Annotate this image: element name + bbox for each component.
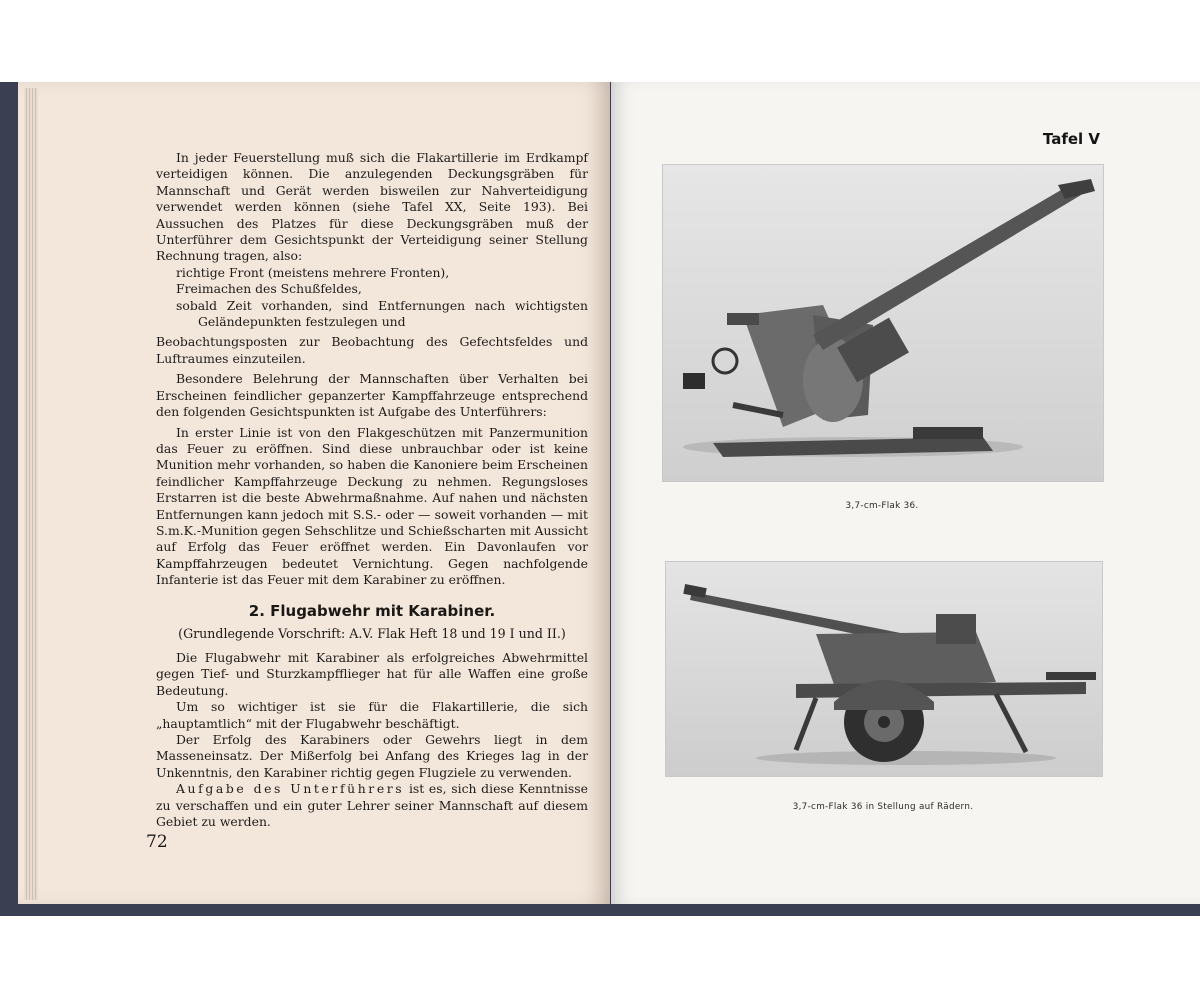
- right-page: [611, 82, 1200, 904]
- open-book: [0, 82, 1200, 916]
- photo-flak-36: [662, 164, 1104, 482]
- section-heading: 2. Flugabwehr mit Karabiner.: [248, 602, 496, 620]
- caption-bottom: 3,7-cm-Flak 36 in Stellung auf Rädern.: [792, 802, 974, 812]
- paragraph-tanks: In erster Linie ist von den Flakgeschützen mit Panzermunition das Feuer zu eröffnen. Sind diese unbrauchbar oder ist keine Munition mehr vorhanden, so haben die Kanoniere beim Erscheinen feindlicher Kampffahrzeuge Deckung zu nehmen. Regungsloses Erstarren ist die beste Abwehrmaßnahme. Auf nahen und nächsten Entfernungen kann jedoch mit S.S.- oder — soweit vorhanden — mit S.m.K.-Munition gegen Sehschlitze und Schießscharten mit Aussicht auf Erfolg das Feuer eröffnet werden. Ein Davonlaufen vor Kampffahrzeugen bedeutet Vernichtung. Gegen nachfolgende Infanterie ist das Feuer mit dem Karabiner zu eröffnen.: [156, 424, 588, 588]
- paragraph-karabiner: Die Flugabwehr mit Karabiner als erfolgreiches Abwehrmittel gegen Tief- und Sturzkampfflieger hat für alle Waffen eine große Bedeutung.: [156, 650, 588, 698]
- paragraph-importance: Um so wichtiger ist sie für die Flakartillerie, die sich „hauptamtlich“ mit der Flugabwehr beschäftigt.: [156, 699, 588, 731]
- paragraph-success: Der Erfolg des Karabiners oder Gewehrs liegt in dem Masseneinsatz. Der Mißerfolg bei Anfang des Krieges lag in der Unkenntnis, den Karabiner richtig gegen Flugziele zu verwenden.: [156, 732, 588, 780]
- flak-gun-illustration: [663, 165, 1103, 481]
- section-text-block: [156, 650, 588, 830]
- photo-flak-36-wheels: [665, 561, 1103, 777]
- spaced-phrase: Aufgabe des Unterführers: [176, 781, 405, 797]
- caption-top: 3,7-cm-Flak 36.: [845, 501, 919, 511]
- flak-gun-on-wheels-illustration: [666, 562, 1102, 776]
- left-text-block: [156, 150, 588, 589]
- list-item-field-of-fire: Freimachen des Schußfeldes,: [176, 281, 362, 297]
- section-subheading: (Grundlegende Vorschrift: A.V. Flak Heft 18 und 19 I und II.): [178, 626, 566, 641]
- paragraph-defense: In jeder Feuerstellung muß sich die Flakartillerie im Erdkampf verteidigen können. Die anzulegenden Deckungsgräben für Mannschaft und Gerät werden bisweilen zur Nahverteidigung verwendet werden können (siehe Tafel XX, Seite 193). Bei Aussuchen des Platzes für diese Deckungsgräben muß der Unterführer dem Gesichtspunkt der Verteidigung seiner Stellung Rechnung tragen, also:: [156, 150, 588, 264]
- paragraph-instruction: Besondere Belehrung der Mannschaften über Verhalten bei Erscheinen feindlicher gepanzerter Kampffahrzeuge entsprechend den folgenden Gesichtspunkten ist Aufgabe des Unterführers:: [156, 371, 588, 420]
- paragraph-observers: Beobachtungsposten zur Beobachtung des Gefechtsfeldes und Luftraumes einzuteilen.: [156, 334, 588, 366]
- left-page: [18, 82, 610, 904]
- plate-label: Tafel V: [1042, 130, 1100, 148]
- paragraph-task-rest: ist es, sich diese Kenntnisse zu verschaffen und ein guter Lehrer seiner Mannschaft auf diesem Gebiet zu werden.: [156, 781, 588, 830]
- list-item-distances: sobald Zeit vorhanden, sind Entfernungen nach wichtigsten Geländepunkten festzulegen und: [176, 297, 588, 330]
- page-edge: [24, 88, 38, 900]
- paragraph-task: [156, 781, 588, 830]
- list-item-front: richtige Front (meistens mehrere Fronten),: [176, 264, 450, 280]
- page-number: 72: [146, 832, 168, 852]
